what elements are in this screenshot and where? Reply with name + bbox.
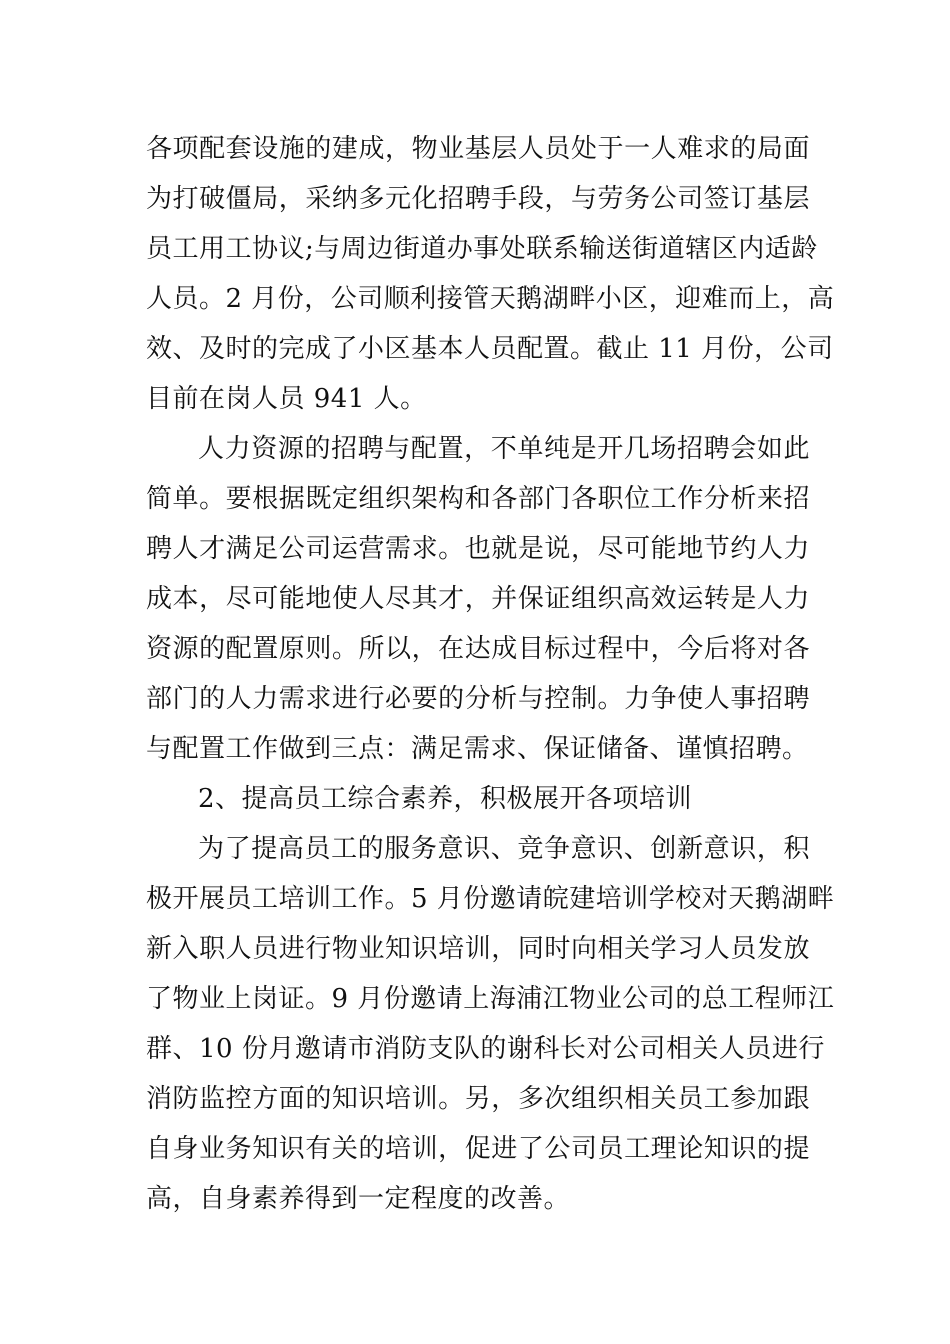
text-line: 各项配套设施的建成，物业基层人员处于一人难求的局面 — [146, 134, 810, 164]
text-line: 与配置工作做到三点：满足需求、保证储备、谨慎招聘。 — [146, 734, 809, 764]
text-line: 员工用工协议;与周边街道办事处联系输送街道辖区内适龄 — [146, 234, 818, 264]
text-line: 效、及时的完成了小区基本人员配置。截止 11 月份，公司 — [146, 334, 834, 364]
section-heading — [146, 774, 810, 824]
text-line: 新入职人员进行物业知识培训，同时向相关学习人员发放 — [146, 934, 810, 964]
text-line: 群、10 份月邀请市消防支队的谢科长对公司相关人员进行 — [146, 1034, 825, 1064]
text-line: 为了提高员工的服务意识、竞争意识、创新意识，积 — [198, 834, 810, 864]
section-heading-text: 2、提高员工综合素养，积极展开各项培训 — [198, 784, 693, 814]
text-line: 聘人才满足公司运营需求。也就是说，尽可能地节约人力 — [146, 534, 810, 564]
text-line: 极开展员工培训工作。5 月份邀请皖建培训学校对天鹅湖畔 — [146, 884, 835, 914]
text-line: 目前在岗人员 941 人。 — [146, 384, 427, 414]
paragraph-3 — [146, 824, 835, 1224]
text-line: 消防监控方面的知识培训。另，多次组织相关员工参加跟 — [146, 1084, 810, 1114]
document-body — [146, 124, 835, 1224]
text-line: 自身业务知识有关的培训，促进了公司员工理论知识的提 — [146, 1134, 810, 1164]
text-line: 部门的人力需求进行必要的分析与控制。力争使人事招聘 — [146, 684, 810, 714]
text-line: 为打破僵局，采纳多元化招聘手段，与劳务公司签订基层 — [146, 184, 810, 214]
text-line: 资源的配置原则。所以，在达成目标过程中，今后将对各 — [146, 634, 810, 664]
text-line: 人力资源的招聘与配置，不单纯是开几场招聘会如此 — [198, 434, 810, 464]
text-line: 简单。要根据既定组织架构和各部门各职位工作分析来招 — [146, 484, 810, 514]
paragraph-2 — [146, 424, 810, 774]
text-line: 高，自身素养得到一定程度的改善。 — [146, 1184, 571, 1214]
paragraph-1 — [146, 124, 835, 424]
text-line: 人员。2 月份，公司顺利接管天鹅湖畔小区，迎难而上，高 — [146, 284, 835, 314]
text-line: 成本，尽可能地使人尽其才，并保证组织高效运转是人力 — [146, 584, 810, 614]
text-line: 了物业上岗证。9 月份邀请上海浦江物业公司的总工程师江 — [146, 984, 835, 1014]
